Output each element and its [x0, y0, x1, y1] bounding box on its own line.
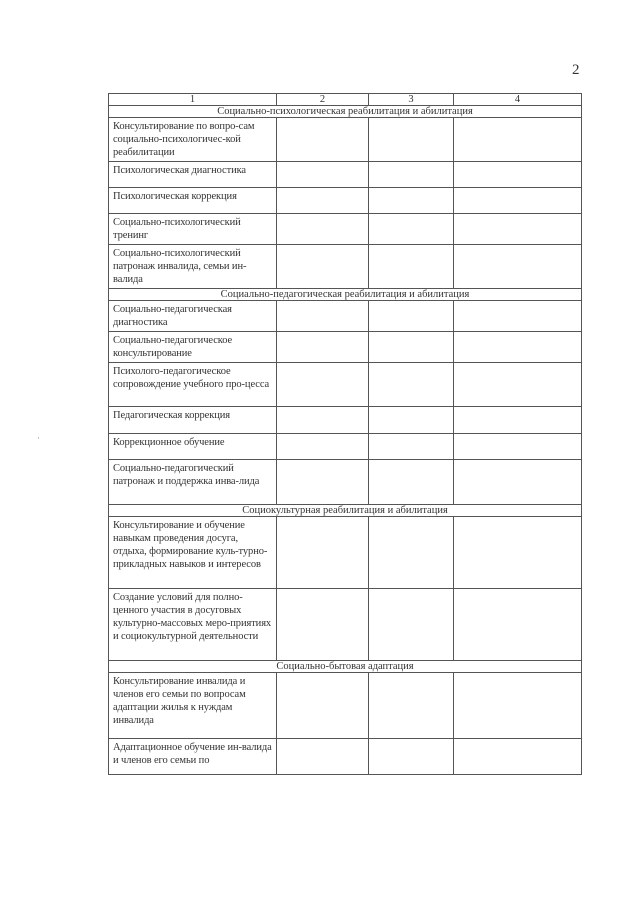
table-row [109, 434, 582, 460]
table-row [109, 162, 582, 188]
table-row [109, 673, 582, 739]
empty-cell-col-2 [277, 214, 369, 245]
table-row [109, 460, 582, 505]
service-name-cell: Создание условий для полно-ценного участия в досуговых культурно-массовых меро-приятиях и социокультурной деятельности [109, 589, 277, 661]
empty-cell-col-4 [454, 332, 582, 363]
empty-cell-col-2 [277, 301, 369, 332]
empty-cell-col-4 [454, 517, 582, 589]
empty-cell-col-2 [277, 673, 369, 739]
empty-cell-col-2 [277, 162, 369, 188]
empty-cell-col-2 [277, 434, 369, 460]
empty-cell-col-2 [277, 363, 369, 407]
empty-cell-col-3 [369, 673, 454, 739]
section-header-row [109, 505, 582, 517]
empty-cell-col-4 [454, 363, 582, 407]
empty-cell-col-3 [369, 188, 454, 214]
empty-cell-col-2 [277, 517, 369, 589]
empty-cell-col-4 [454, 589, 582, 661]
empty-cell-col-4 [454, 434, 582, 460]
service-name-cell: Социально-педагогический патронаж и поддержка инва-лида [109, 460, 277, 505]
service-name-cell: Социально-психологический тренинг [109, 214, 277, 245]
empty-cell-col-4 [454, 162, 582, 188]
empty-cell-col-2 [277, 589, 369, 661]
empty-cell-col-4 [454, 301, 582, 332]
empty-cell-col-2 [277, 332, 369, 363]
table-row [109, 407, 582, 434]
table-row [109, 517, 582, 589]
empty-cell-col-4 [454, 673, 582, 739]
page-number: 2 [572, 62, 580, 78]
service-name-cell: Психологическая диагностика [109, 162, 277, 188]
section-header-row [109, 289, 582, 301]
service-name-cell: Коррекционное обучение [109, 434, 277, 460]
empty-cell-col-4 [454, 214, 582, 245]
service-name-cell: Адаптационное обучение ин-валида и членов его семьи по [109, 739, 277, 775]
service-name-cell: Консультирование и обучение навыкам проведения досуга, отдыха, формирование куль-турно-прикладных навыков и интересов [109, 517, 277, 589]
table-row [109, 214, 582, 245]
empty-cell-col-2 [277, 245, 369, 289]
empty-cell-col-3 [369, 407, 454, 434]
table-row [109, 739, 582, 775]
table-row [109, 245, 582, 289]
empty-cell-col-2 [277, 460, 369, 505]
empty-cell-col-2 [277, 188, 369, 214]
column-number-1: 1 [109, 94, 277, 106]
empty-cell-col-2 [277, 118, 369, 162]
empty-cell-col-3 [369, 245, 454, 289]
section-title: Социально-психологическая реабилитация и абилитация [109, 106, 582, 118]
service-name-cell: Социально-педагогическое консультирование [109, 332, 277, 363]
service-name-cell: Консультирование инвалида и членов его семьи по вопросам адаптации жилья к нуждам инвалида [109, 673, 277, 739]
service-name-cell: Социально-психологический патронаж инвалида, семьи ин-валида [109, 245, 277, 289]
service-name-cell: Педагогическая коррекция [109, 407, 277, 434]
empty-cell-col-3 [369, 214, 454, 245]
empty-cell-col-3 [369, 739, 454, 775]
empty-cell-col-3 [369, 589, 454, 661]
service-name-cell: Психолого-педагогическое сопровождение учебного про-цесса [109, 363, 277, 407]
service-name-cell: Социально-педагогическая диагностика [109, 301, 277, 332]
empty-cell-col-3 [369, 118, 454, 162]
table-row [109, 188, 582, 214]
header-number-row [109, 94, 582, 106]
empty-cell-col-4 [454, 739, 582, 775]
empty-cell-col-4 [454, 460, 582, 505]
empty-cell-col-4 [454, 245, 582, 289]
empty-cell-col-3 [369, 434, 454, 460]
table-body [109, 94, 582, 775]
column-number-2: 2 [277, 94, 369, 106]
column-number-4: 4 [454, 94, 582, 106]
table-row [109, 589, 582, 661]
service-name-cell: Консультирование по вопро-сам социально-психологичес-кой реабилитации [109, 118, 277, 162]
empty-cell-col-3 [369, 517, 454, 589]
table-row [109, 301, 582, 332]
empty-cell-col-3 [369, 460, 454, 505]
table-row [109, 363, 582, 407]
empty-cell-col-3 [369, 332, 454, 363]
service-name-cell: Психологическая коррекция [109, 188, 277, 214]
scan-artifact: · [37, 433, 40, 443]
empty-cell-col-2 [277, 407, 369, 434]
section-header-row [109, 661, 582, 673]
table-row [109, 332, 582, 363]
empty-cell-col-2 [277, 739, 369, 775]
empty-cell-col-4 [454, 188, 582, 214]
empty-cell-col-3 [369, 162, 454, 188]
empty-cell-col-4 [454, 407, 582, 434]
section-title: Социально-бытовая адаптация [109, 661, 582, 673]
empty-cell-col-4 [454, 118, 582, 162]
section-title: Социокультурная реабилитация и абилитация [109, 505, 582, 517]
column-number-3: 3 [369, 94, 454, 106]
section-title: Социально-педагогическая реабилитация и абилитация [109, 289, 582, 301]
empty-cell-col-3 [369, 301, 454, 332]
section-header-row [109, 106, 582, 118]
table-row [109, 118, 582, 162]
empty-cell-col-3 [369, 363, 454, 407]
rehabilitation-services-table [108, 93, 582, 775]
